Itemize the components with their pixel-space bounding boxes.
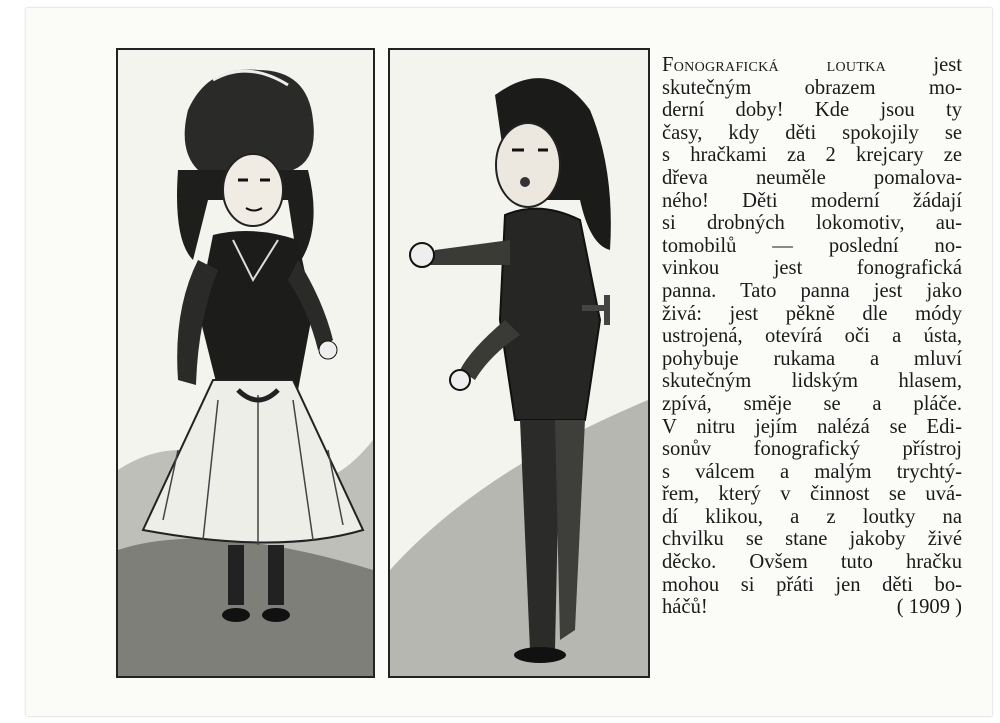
article-line-9: vinkou jest fonografická [662, 257, 962, 280]
article-line-11: živá: jest pěkně dle módy [662, 302, 962, 325]
photo-card [26, 8, 992, 716]
phonograph-doll-drawing [390, 50, 648, 676]
article-last-word: háčů! [662, 596, 708, 619]
illustration-dressed-doll [116, 48, 375, 678]
article-line-14: skutečným lidským hlasem, [662, 370, 962, 393]
article-line-21: chvilku se stane jakoby živé [662, 528, 962, 551]
article-line-15: zpívá, směje se a pláče. [662, 392, 962, 415]
article-line-5: dřeva neuměle pomalova- [662, 166, 962, 189]
article-line-4: s hračkami za 2 krejcary ze [662, 144, 962, 167]
article-line-10: panna. Tato panna jest jako [662, 279, 962, 302]
article-year: ( 1909 ) [896, 596, 962, 619]
article-line-18: s válcem a malým trychtý- [662, 460, 962, 483]
article-line-12: ustrojená, otevírá oči a ústa, [662, 325, 962, 348]
illustration-phonograph-doll [388, 48, 650, 678]
article-heading: Fonografická loutka [662, 54, 886, 76]
article-line-16: V nitru jejím nalézá se Edi- [662, 415, 962, 438]
dressed-doll-drawing [118, 50, 373, 676]
article-text [662, 54, 962, 619]
article-line-1: skutečným obrazem mo- [662, 76, 962, 99]
article-line-22: děcko. Ovšem tuto hračku [662, 551, 962, 574]
article-line-23: mohou si přáti jen děti bo- [662, 573, 962, 596]
article-line-6: ného! Děti moderní žádají [662, 189, 962, 212]
article-line-7: si drobných lokomotiv, au- [662, 212, 962, 235]
article-line-3: časy, kdy děti spokojily se [662, 121, 962, 144]
article-line-2: derní doby! Kde jsou ty [662, 99, 962, 122]
article-line-17: sonův fonografický přístroj [662, 438, 962, 461]
article-line-19: řem, který v činnost se uvá- [662, 483, 962, 506]
article-line-0: Fonografická loutka jest [662, 54, 962, 76]
article-line-20: dí klikou, a z loutky na [662, 505, 962, 528]
article-line-last [662, 596, 962, 619]
article-line-8: tomobilů — poslední no- [662, 234, 962, 257]
article-line-13: pohybuje rukama a mluví [662, 347, 962, 370]
